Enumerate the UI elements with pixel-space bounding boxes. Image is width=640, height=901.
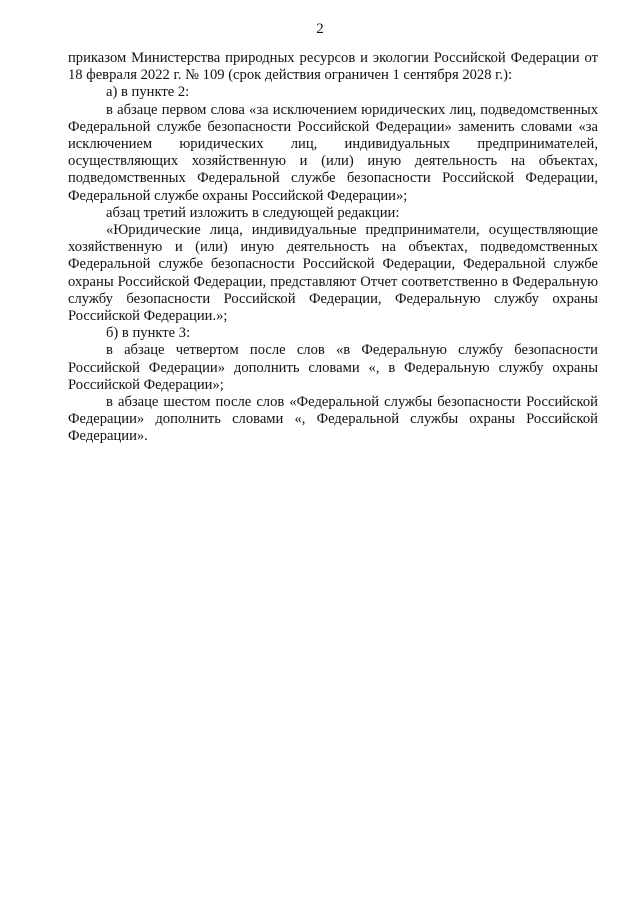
document-body xyxy=(68,50,598,446)
paragraph-quoted-new-text: «Юридические лица, индивидуальные предприниматели, осуществляющие хозяйственную и (или) иную деятельность на объектах, подведомственных Федеральной службе безопасности Российской Федерации, Федеральной службе охраны Российской Федерации, представляют Отчет соответственно в Федеральную службу безопасности Российской Федерации, Федеральную службу охраны Российской Федерации.»; xyxy=(68,222,598,325)
paragraph-order-reference: приказом Министерства природных ресурсов и экологии Российской Федерации от 18 февраля 2022 г. № 109 (срок действия ограничен 1 сентября 2028 г.): xyxy=(68,50,598,84)
paragraph-sixth-subparagraph-change: в абзаце шестом после слов «Федеральной службы безопасности Российской Федерации» дополнить словами «, Федеральной службы охраны Российской Федерации». xyxy=(68,394,598,445)
page-number: 2 xyxy=(316,21,324,37)
paragraph-fourth-subparagraph-change: в абзаце четвертом после слов «в Федеральную службу безопасности Российской Федерации» дополнить словами «, в Федеральную службу охраны Российской Федерации»; xyxy=(68,342,598,393)
paragraph-item-b-heading: б) в пункте 3: xyxy=(106,325,191,342)
paragraph-item-a-heading: а) в пункте 2: xyxy=(106,84,190,101)
paragraph-third-subparagraph-intro: абзац третий изложить в следующей редакции: xyxy=(106,204,400,221)
paragraph-first-subparagraph-change: в абзаце первом слова «за исключением юридических лиц, подведомственных Федеральной службе безопасности Российской Федерации» заменить словами «за исключением юридических лиц, индивидуальных предпринимателей, осуществляющих хозяйственную и (или) иную деятельность на объектах, подведомственных Федеральной службе безопасности Российской Федерации, Федеральной службе охраны Российской Федерации»; xyxy=(68,101,598,204)
